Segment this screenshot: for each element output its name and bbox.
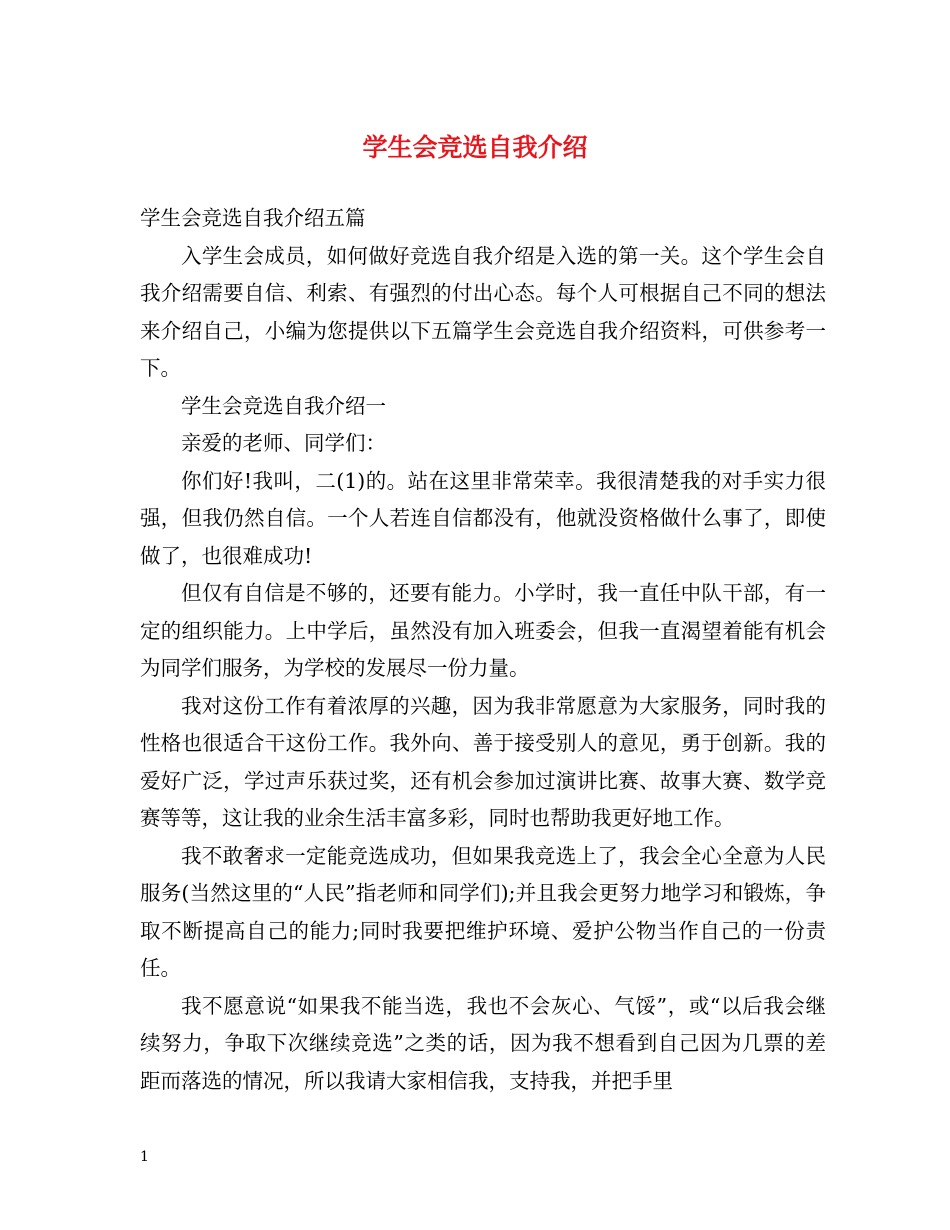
document-title: 学生会竞选自我介绍 [362,133,588,162]
body-paragraph: 我不愿意说“如果我不能当选，我也不会灰心、气馁”，或“以后我会继续努力，争取下次继续竞选”之类的话，因为我不想看到自己因为几票的差距而落选的情况，所以我请大家相信我，支持我，并把手里 [140,993,826,1093]
document-body [140,200,826,1100]
body-paragraph: 我不敢奢求一定能竞选成功，但如果我竞选上了，我会全心全意为人民服务(当然这里的“人民”指老师和同学们);并且我会更努力地学习和锻炼，争取不断提高自己的能力;同时我要把维护环境、爱护公物当作自己的一份责任。 [140,843,826,980]
body-paragraph: 你们好!我叫，二(1)的。站在这里非常荣幸。我很清楚我的对手实力很强，但我仍然自信。一个人若连自信都没有，他就没资格做什么事了，即使做了，也很难成功! [140,468,826,568]
body-paragraph: 学生会竞选自我介绍一 [181,393,386,418]
page-number: 1 [140,1149,149,1165]
body-paragraph: 入学生会成员，如何做好竞选自我介绍是入选的第一关。这个学生会自我介绍需要自信、利索、有强烈的付出心态。每个人可根据自己不同的想法来介绍自己，小编为您提供以下五篇学生会竞选自我介绍资料，可供参考一下。 [140,243,826,380]
body-paragraph: 亲爱的老师、同学们： [181,431,386,455]
body-paragraph: 我对这份工作有着浓厚的兴趣，因为我非常愿意为大家服务，同时我的性格也很适合干这份工作。我外向、善于接受别人的意见，勇于创新。我的爱好广泛，学过声乐获过奖，还有机会参加过演讲比赛、故事大赛、数学竞赛等等，这让我的业余生活丰富多彩，同时也帮助我更好地工作。 [140,693,826,830]
body-paragraph: 学生会竞选自我介绍五篇 [140,206,366,230]
body-paragraph: 但仅有自信是不够的，还要有能力。小学时，我一直任中队干部，有一定的组织能力。上中学后，虽然没有加入班委会，但我一直渴望着能有机会为同学们服务，为学校的发展尽一份力量。 [140,581,826,680]
